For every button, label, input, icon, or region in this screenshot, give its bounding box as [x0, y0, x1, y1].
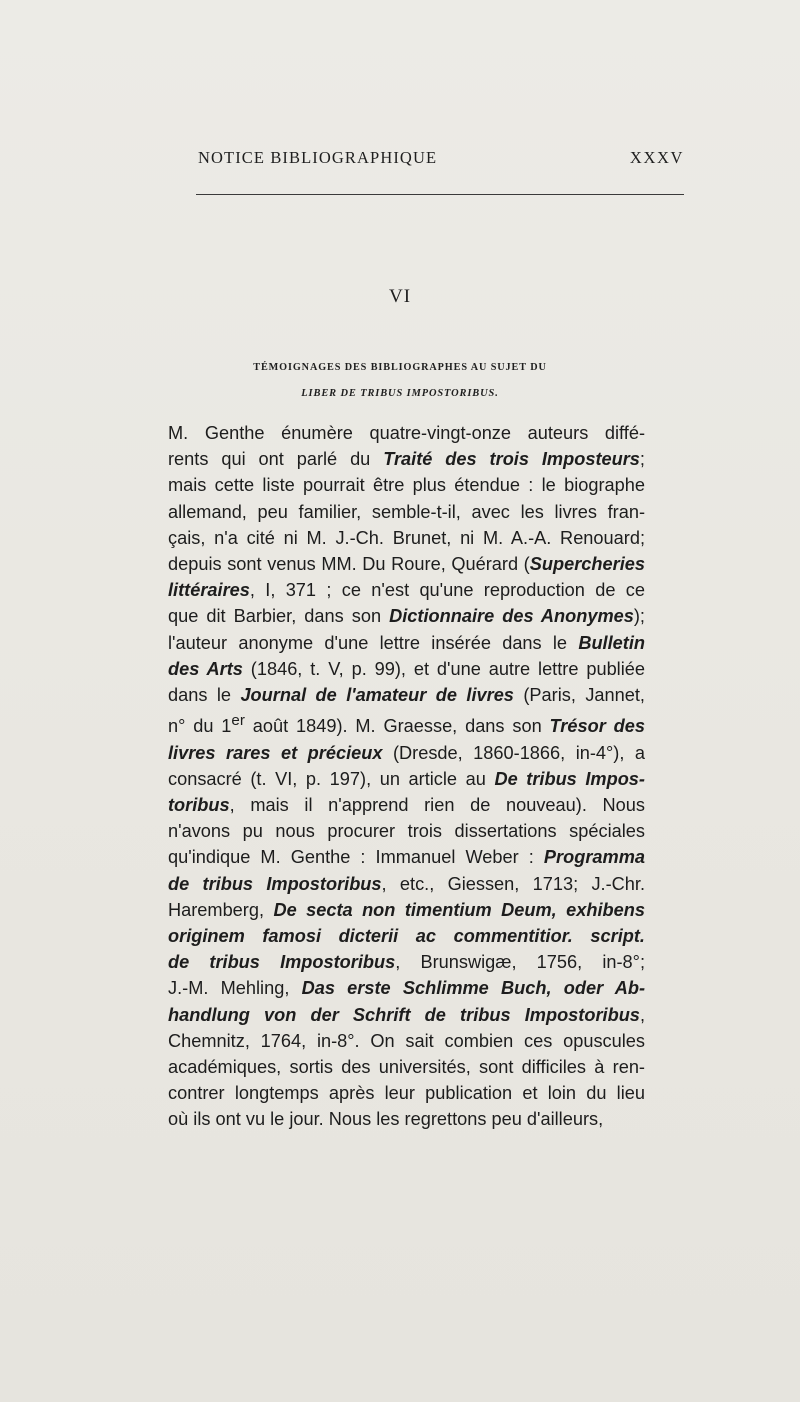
body-line: toribus, mais il n'apprend rien de nouveau). Nous — [168, 794, 645, 815]
body-line: où ils ont vu le jour. Nous les regrettons peu d'ailleurs, — [168, 1109, 604, 1130]
running-title: NOTICE BIBLIOGRAPHIQUE — [198, 148, 438, 167]
body-line: contrer longtemps après leur publication et loin du lieu — [168, 1083, 645, 1104]
body-line: originem famosi dicterii ac commentitior. script. — [168, 925, 645, 946]
body-line: n° du 1er août 1849). M. Graesse, dans son Trésor des — [168, 712, 645, 737]
body-line: littéraires, I, 371 ; ce n'est qu'une reproduction de ce — [168, 580, 645, 601]
body-line: M. Genthe énumère quatre-vingt-onze auteurs diffé- — [168, 423, 645, 443]
body-line: rents qui ont parlé du Traité des trois Imposteurs; — [168, 449, 645, 470]
section-subheading: LIBER DE TRIBUS IMPOSTORIBUS. — [301, 388, 499, 399]
section-heading: TÉMOIGNAGES DES BIBLIOGRAPHES AU SUJET DU — [253, 362, 547, 373]
body-line: que dit Barbier, dans son Dictionnaire des Anonymes); — [168, 606, 645, 627]
body-line: l'auteur anonyme d'une lettre insérée dans le Bulletin — [168, 632, 645, 653]
body-line: dans le Journal de l'amateur de livres (Paris, Jannet, — [168, 685, 645, 706]
body-line: Chemnitz, 1764, in-8°. On sait combien ces opuscules — [168, 1030, 645, 1051]
body-line: de tribus Impostoribus, Brunswigæ, 1756, in-8°; — [168, 952, 645, 973]
body-line: livres rares et précieux (Dresde, 1860-1866, in-4°), a — [168, 742, 645, 763]
body-line: handlung von der Schrift de tribus Impostoribus, — [168, 1004, 645, 1025]
body-line: J.-M. Mehling, Das erste Schlimme Buch, oder Ab- — [168, 978, 645, 999]
body-line: mais cette liste pourrait être plus étendue : le biographe — [168, 475, 645, 496]
running-head — [198, 148, 800, 172]
body-line: depuis sont venus MM. Du Roure, Quérard (Supercheries — [168, 554, 645, 575]
body-line: académiques, sortis des universités, sont difficiles à ren- — [168, 1056, 645, 1077]
body-paragraph — [168, 420, 645, 1133]
body-line: des Arts (1846, t. V, p. 99), et d'une autre lettre publiée — [168, 658, 645, 679]
body-line: consacré (t. VI, p. 197), un article au De tribus Impos- — [168, 768, 645, 789]
section-numeral: VI — [388, 286, 412, 307]
body-line: n'avons pu nous procurer trois dissertations spéciales — [168, 821, 645, 842]
page-number: XXXV — [629, 148, 684, 167]
body-line: çais, n'a cité ni M. J.-Ch. Brunet, ni M. A.-A. Renouard; — [168, 527, 645, 548]
body-line: allemand, peu familier, semble-t-il, avec les livres fran- — [168, 501, 645, 522]
body-line: de tribus Impostoribus, etc., Giessen, 1713; J.-Chr. — [168, 873, 646, 894]
body-line: Haremberg, De secta non timentium Deum, exhibens — [168, 899, 645, 920]
header-rule — [196, 194, 684, 195]
body-line: qu'indique M. Genthe : Immanuel Weber : Programma — [168, 847, 645, 868]
